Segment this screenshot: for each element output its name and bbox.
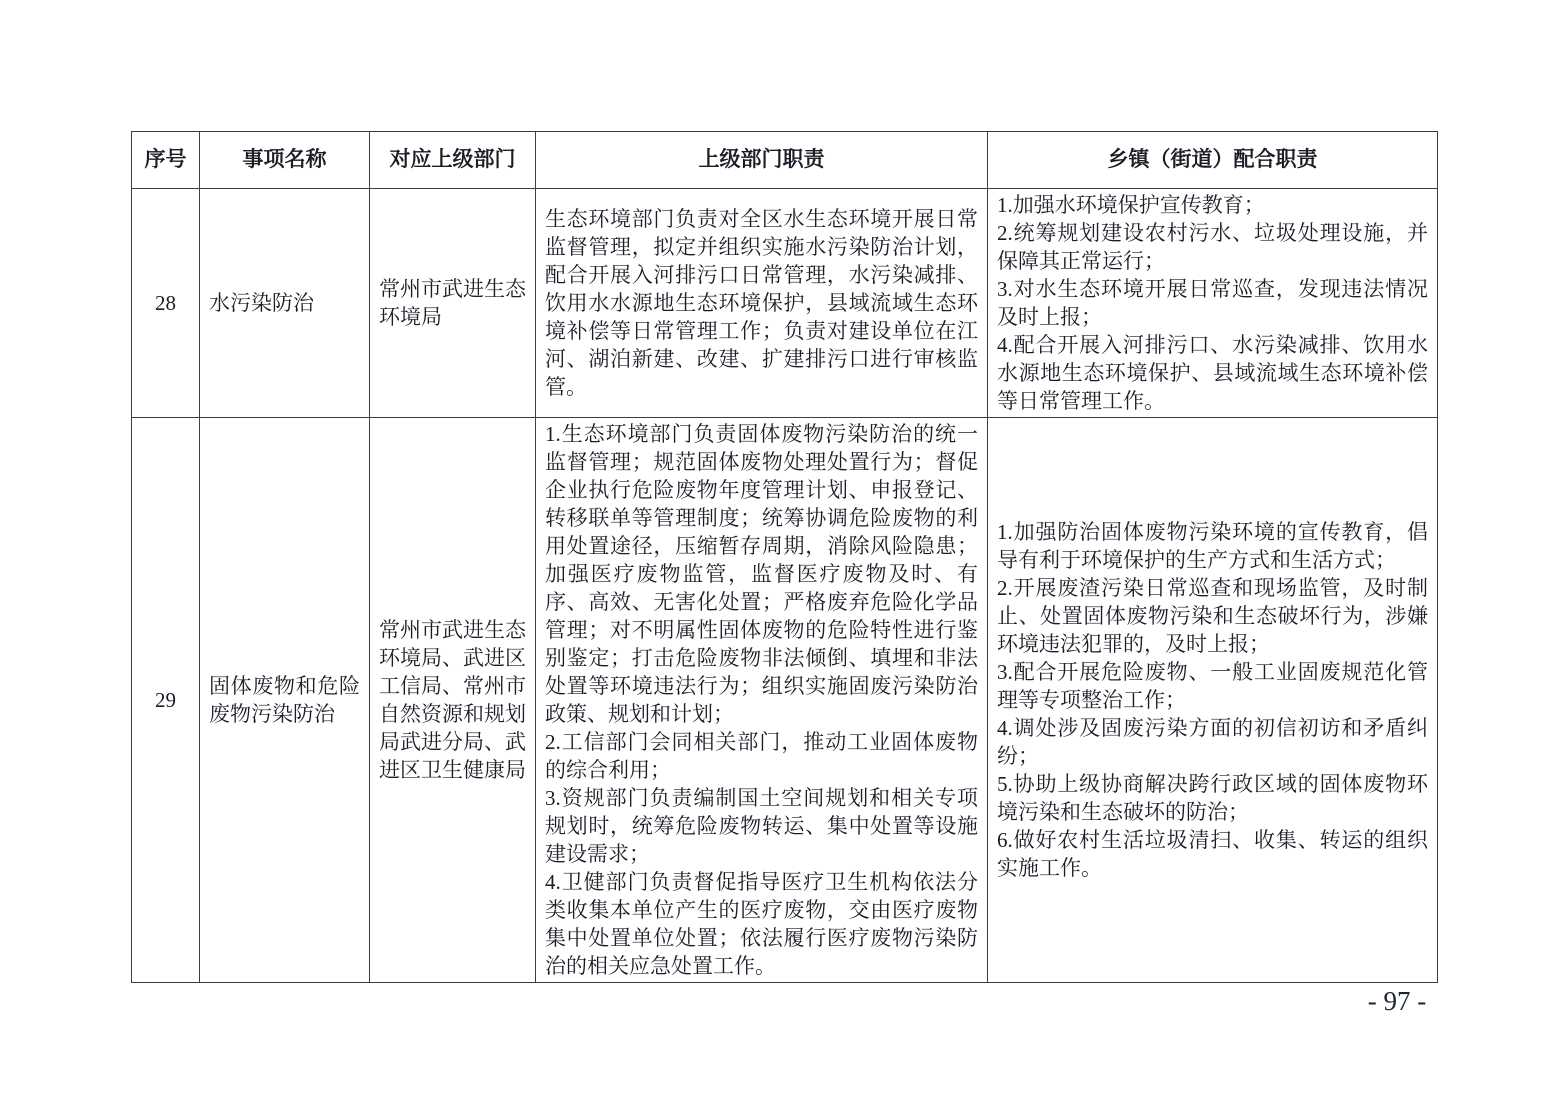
cell-township-duties-28 — [988, 189, 1438, 418]
duty-item: 5.协助上级协商解决跨行政区域的固体废物环境污染和生态破坏的防治； — [997, 772, 1428, 824]
duty-item: 4.卫健部门负责督促指导医疗卫生机构依法分类收集本单位产生的医疗废物，交由医疗废物集中处置单位处置；依法履行医疗废物污染防治的相关应急处置工作。 — [545, 870, 978, 978]
column-header-township-duties: 乡镇（街道）配合职责 — [988, 132, 1438, 189]
duty-item: 1.加强防治固体废物污染环境的宣传教育，倡导有利于环境保护的生产方式和生活方式； — [997, 520, 1428, 572]
table-row-29 — [132, 418, 1438, 983]
table-row-28 — [132, 189, 1438, 418]
column-header-item-name: 事项名称 — [200, 132, 370, 189]
duty-item: 3.资规部门负责编制国土空间规划和相关专项规划时，统筹危险废物转运、集中处置等设施建设需求； — [545, 786, 978, 866]
column-header-superior-department: 对应上级部门 — [370, 132, 536, 189]
duty-item: 2.统筹规划建设农村污水、垃圾处理设施，并保障其正常运行； — [997, 221, 1428, 273]
cell-item-name-28: 水污染防治 — [200, 189, 370, 418]
responsibility-table — [131, 131, 1438, 983]
duty-item: 2.开展废渣污染日常巡查和现场监管，及时制止、处置固体废物污染和生态破坏行为，涉嫌环境违法犯罪的，及时上报； — [997, 576, 1428, 656]
cell-superior-duties-29 — [536, 418, 988, 983]
column-header-superior-duties: 上级部门职责 — [536, 132, 988, 189]
cell-serial-28: 28 — [132, 189, 200, 418]
duty-item: 1.加强水环境保护宣传教育； — [997, 193, 1265, 217]
duty-item: 6.做好农村生活垃圾清扫、收集、转运的组织实施工作。 — [997, 828, 1428, 880]
cell-department-29: 常州市武进生态环境局、武进区工信局、常州市自然资源和规划局武进分局、武进区卫生健康局 — [370, 418, 536, 983]
duty-item: 生态环境部门负责对全区水生态环境开展日常监督管理，拟定并组织实施水污染防治计划，配合开展入河排污口日常管理，水污染减排、饮用水水源地生态环境保护，县域流域生态环境补偿等日常管理工作；负责对建设单位在江河、湖泊新建、改建、扩建排污口进行审核监管。 — [545, 207, 978, 399]
duty-item: 3.配合开展危险废物、一般工业固废规范化管理等专项整治工作； — [997, 660, 1428, 712]
duty-item: 3.对水生态环境开展日常巡查，发现违法情况及时上报； — [997, 277, 1428, 329]
column-header-serial: 序号 — [132, 132, 200, 189]
duty-item: 1.生态环境部门负责固体废物污染防治的统一监督管理；规范固体废物处理处置行为；督促企业执行危险废物年度管理计划、申报登记、转移联单等管理制度；统筹协调危险废物的利用处置途径，压缩暂存周期，消除风险隐患；加强医疗废物监管，监督医疗废物及时、有序、高效、无害化处置；严格废弃危险化学品管理；对不明属性固体废物的危险特性进行鉴别鉴定；打击危险废物非法倾倒、填埋和非法处置等环境违法行为；组织实施固废污染防治政策、规划和计划； — [545, 422, 978, 726]
duty-item: 4.调处涉及固废污染方面的初信初访和矛盾纠纷； — [997, 716, 1428, 768]
page-number: - 97 - — [1367, 986, 1427, 1016]
duty-item: 4.配合开展入河排污口、水污染减排、饮用水水源地生态环境保护、县域流域生态环境补偿等日常管理工作。 — [997, 333, 1428, 413]
cell-item-name-29: 固体废物和危险废物污染防治 — [200, 418, 370, 983]
duty-item: 2.工信部门会同相关部门，推动工业固体废物的综合利用； — [545, 730, 978, 782]
cell-serial-29: 29 — [132, 418, 200, 983]
cell-superior-duties-28 — [536, 189, 988, 418]
cell-department-28: 常州市武进生态环境局 — [370, 189, 536, 418]
table-header-row — [132, 132, 1438, 189]
cell-township-duties-29 — [988, 418, 1438, 983]
